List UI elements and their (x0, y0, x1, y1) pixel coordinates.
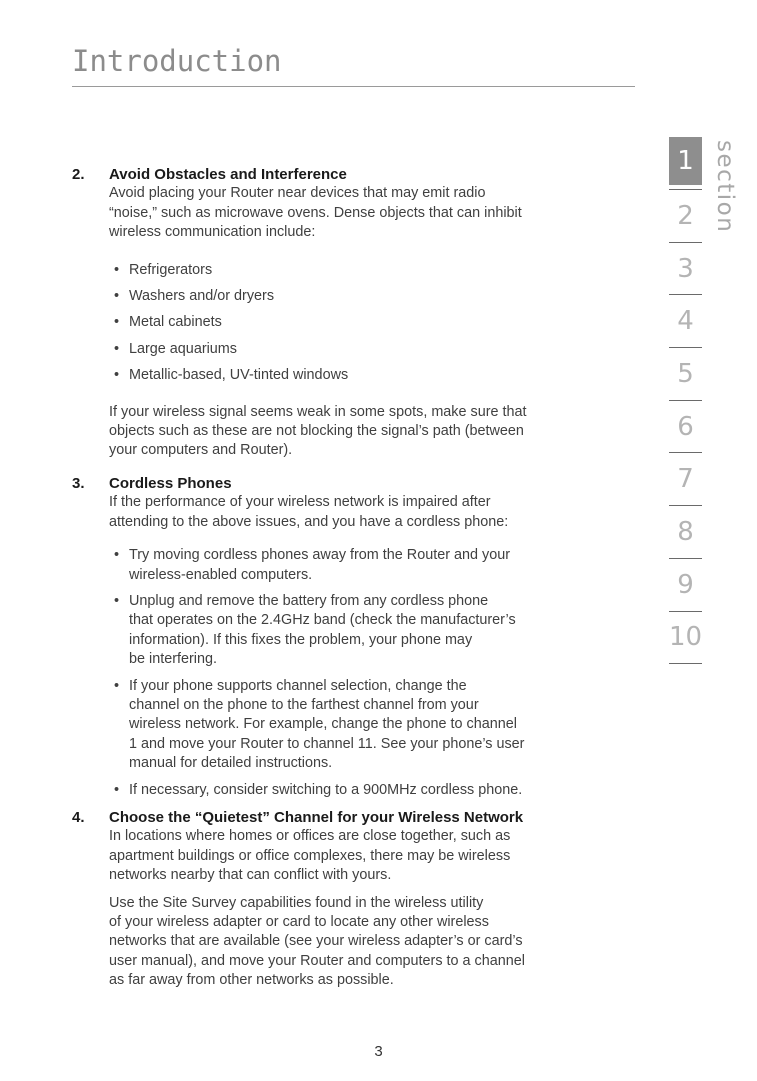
text-line: information). If this fixes the problem, your phone may (129, 631, 473, 648)
section-nav-item-4[interactable]: 4 (669, 295, 702, 348)
paragraph (109, 493, 637, 532)
paragraph (109, 827, 637, 885)
text-line: If your wireless signal seems weak in some spots, make sure that (109, 403, 527, 420)
text-line: Try moving cordless phones away from the Router and your (129, 547, 510, 564)
text-line: user manual), and move your Router and computers to a channel (109, 952, 525, 969)
list-item (114, 677, 637, 774)
text-line: If the performance of your wireless network is impaired after (109, 494, 491, 511)
section-cordless-phones (72, 474, 637, 800)
section-nav-item-5[interactable]: 5 (669, 348, 702, 401)
text-line: attending to the above issues, and you have a cordless phone: (109, 513, 509, 530)
section-quietest-channel (72, 808, 637, 991)
text-line: Use the Site Survey capabilities found in the wireless utility (109, 894, 484, 911)
section-heading: Cordless Phones (109, 474, 232, 492)
list-item: • Refrigerators (114, 257, 637, 283)
text-line: your computers and Router). (109, 442, 293, 459)
text-line: In locations where homes or offices are close together, such as (109, 828, 511, 845)
list-item: • Metallic-based, UV-tinted windows (114, 362, 637, 388)
section-nav-item-2[interactable]: 2 (669, 190, 702, 243)
list-item: • Washers and/or dryers (114, 283, 637, 309)
section-nav-item-7[interactable]: 7 (669, 453, 702, 506)
page-title: Introduction (72, 44, 282, 78)
phone-tips-list (109, 546, 637, 800)
section-nav-item-1[interactable]: 1 (669, 137, 702, 185)
list-item: • Metal cabinets (114, 309, 637, 335)
text-line: networks nearby that can conflict with yours. (109, 867, 392, 884)
text-line: apartment buildings or office complexes, there may be wireless (109, 847, 511, 864)
paragraph (109, 403, 637, 461)
text-line: objects such as these are not blocking the signal’s path (between (109, 423, 524, 440)
text-line: wireless-enabled computers. (129, 566, 313, 583)
page-number: 3 (374, 1043, 383, 1060)
list-item: • Large aquariums (114, 336, 637, 362)
section-nav-item-3[interactable]: 3 (669, 243, 702, 296)
text-line: networks that are available (see your wireless adapter’s or card’s (109, 933, 523, 950)
section-nav-item-6[interactable]: 6 (669, 401, 702, 454)
paragraph (109, 184, 637, 242)
section-heading: Choose the “Quietest” Channel for your Wireless Network (109, 808, 524, 826)
text-line: be interfering. (129, 651, 217, 668)
list-item (114, 592, 637, 670)
text-line: of your wireless adapter or card to locate any other wireless (109, 914, 489, 930)
section-nav-item-9[interactable]: 9 (669, 559, 702, 612)
text-line: Avoid placing your Router near devices that may emit radio (109, 185, 486, 202)
list-item (114, 781, 637, 800)
text-line: If your phone supports channel selection, change the (129, 677, 467, 694)
section-label (708, 140, 738, 240)
obstacle-list (109, 257, 637, 389)
title-divider (72, 86, 635, 87)
text-line: wireless network. For example, change the phone to channel (129, 716, 517, 733)
main-content (72, 165, 637, 991)
text-line: 1 and move your Router to channel 11. See your phone’s user (129, 735, 525, 752)
text-line: that operates on the 2.4GHz band (check the manufacturer’s (129, 612, 516, 629)
paragraph (109, 894, 637, 991)
text-line: channel on the phone to the farthest channel from your (129, 696, 479, 713)
text-line: Unplug and remove the battery from any cordless phone (129, 592, 489, 609)
section-heading: Avoid Obstacles and Interference (109, 166, 347, 183)
text-line: manual for detailed instructions. (129, 755, 333, 772)
list-item (114, 546, 637, 585)
section-number: 3. (72, 474, 85, 492)
section-number: 4. (72, 808, 85, 826)
text-line: If necessary, consider switching to a 900MHz cordless phone. (129, 781, 523, 798)
section-label-text: section (712, 140, 738, 234)
section-nav-item-10[interactable]: 10 (669, 612, 702, 665)
section-nav (669, 137, 702, 664)
section-number: 2. (72, 166, 85, 183)
text-line: as far away from other networks as possible. (109, 972, 394, 989)
text-line: “noise,” such as microwave ovens. Dense objects that can inhibit (109, 204, 522, 221)
section-obstacles (72, 165, 637, 461)
text-line: wireless communication include: (109, 224, 316, 241)
section-nav-item-8[interactable]: 8 (669, 506, 702, 559)
